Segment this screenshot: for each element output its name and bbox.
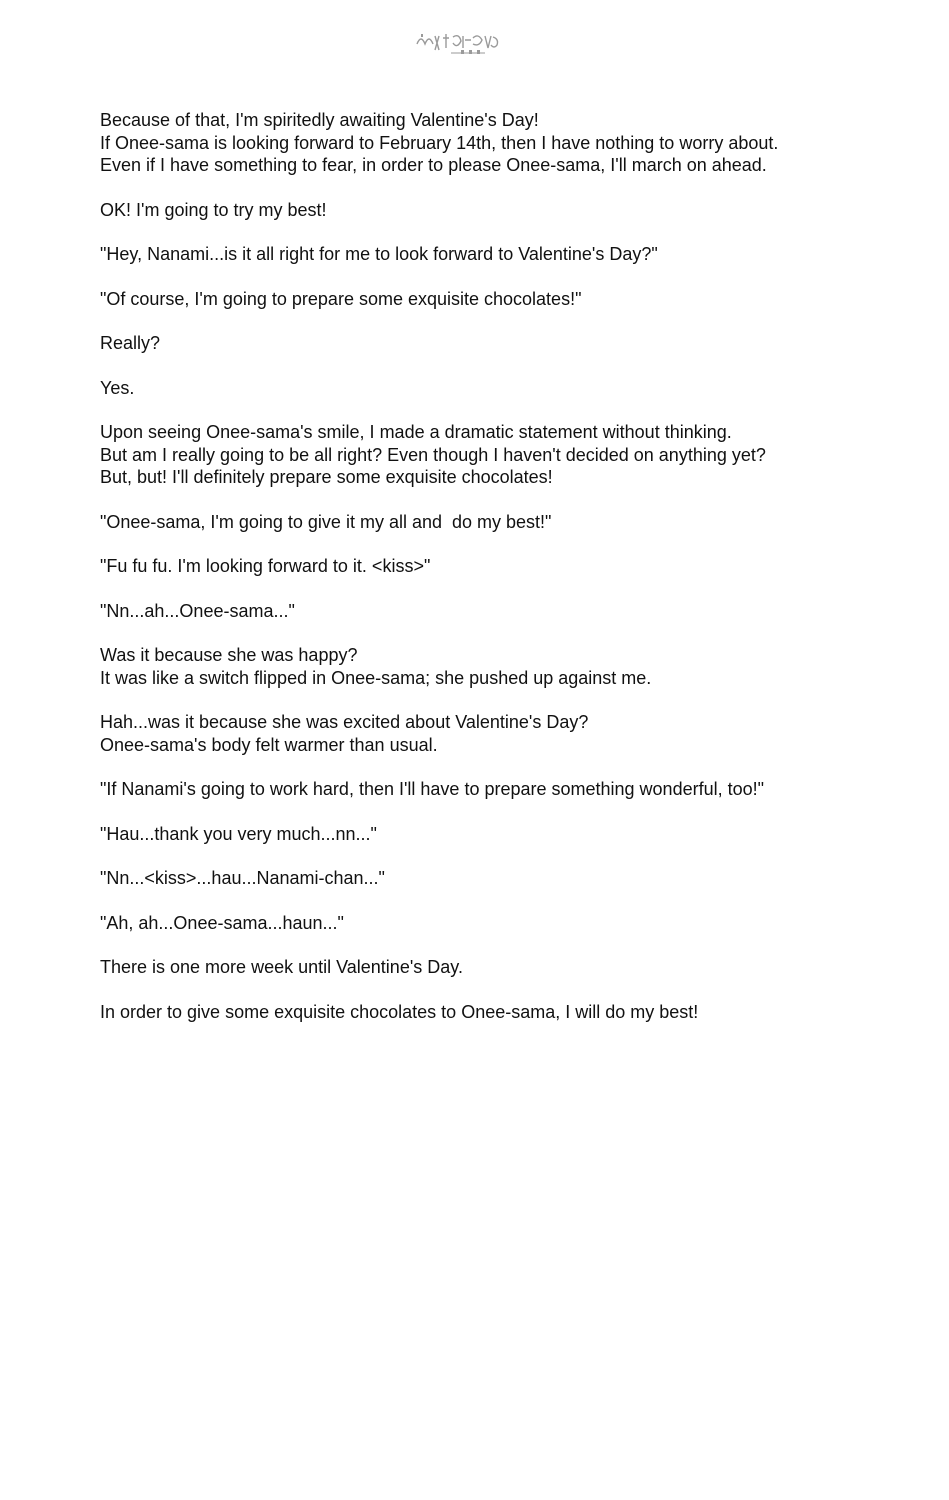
text-line: "Hau...thank you very much...nn..." [100, 823, 377, 844]
paragraph [100, 956, 900, 979]
paragraph [100, 644, 900, 689]
text-line: "Nn...ah...Onee-sama..." [100, 600, 295, 621]
story-text [100, 109, 900, 1045]
text-line: In order to give some exquisite chocolates to Onee-sama, I will do my best! [100, 1001, 699, 1022]
text-line: Was it because she was happy? [100, 645, 358, 665]
paragraph [100, 912, 900, 935]
text-line: Because of that, I'm spiritedly awaiting Valentine's Day! [100, 110, 539, 130]
text-line: "Hey, Nanami...is it all right for me to look forward to Valentine's Day?" [100, 244, 658, 264]
text-line: It was like a switch flipped in Onee-sama; she pushed up against me. [100, 667, 652, 688]
paragraph [100, 867, 900, 890]
text-line: "Onee-sama, I'm going to give it my all and do my best!" [100, 511, 552, 532]
text-line: "Nn...<kiss>...hau...Nanami-chan..." [100, 868, 385, 888]
text-line: But, but! I'll definitely prepare some exquisite chocolates! [100, 467, 553, 487]
text-line: If Onee-sama is looking forward to February 14th, then I have nothing to worry about. [100, 132, 779, 153]
paragraph [100, 711, 900, 756]
text-line: Yes. [100, 377, 135, 398]
text-line: "Ah, ah...Onee-sama...haun..." [100, 912, 344, 933]
text-line: Onee-sama's body felt warmer than usual. [100, 734, 438, 755]
text-line: "Of course, I'm going to prepare some exquisite chocolates!" [100, 288, 582, 309]
text-line: Upon seeing Onee-sama's smile, I made a dramatic statement without thinking. [100, 422, 732, 442]
paragraph [100, 600, 900, 623]
paragraph [100, 1001, 900, 1024]
paragraph [100, 288, 900, 311]
paragraph [100, 778, 900, 801]
text-line: But am I really going to be all right? Even though I haven't decided on anything yet? [100, 444, 766, 465]
text-line: Hah...was it because she was excited about Valentine's Day? [100, 712, 589, 732]
paragraph [100, 823, 900, 846]
paragraph [100, 421, 900, 489]
paragraph [100, 377, 900, 400]
title-logo-graphic [413, 28, 505, 58]
text-line: Even if I have something to fear, in order to please Onee-sama, I'll march on ahead. [100, 155, 767, 175]
paragraph [100, 199, 900, 222]
paragraph [100, 511, 900, 534]
text-line: OK! I'm going to try my best! [100, 199, 327, 220]
paragraph [100, 332, 900, 355]
title-logo-icon [413, 28, 505, 58]
paragraph [100, 243, 900, 266]
text-line: "If Nanami's going to work hard, then I'll have to prepare something wonderful, too!" [100, 779, 765, 799]
paragraph [100, 555, 900, 578]
text-line: "Fu fu fu. I'm looking forward to it. <kiss>" [100, 556, 431, 576]
text-line: There is one more week until Valentine's Day. [100, 957, 463, 977]
text-line: Really? [100, 333, 161, 353]
paragraph [100, 109, 900, 177]
